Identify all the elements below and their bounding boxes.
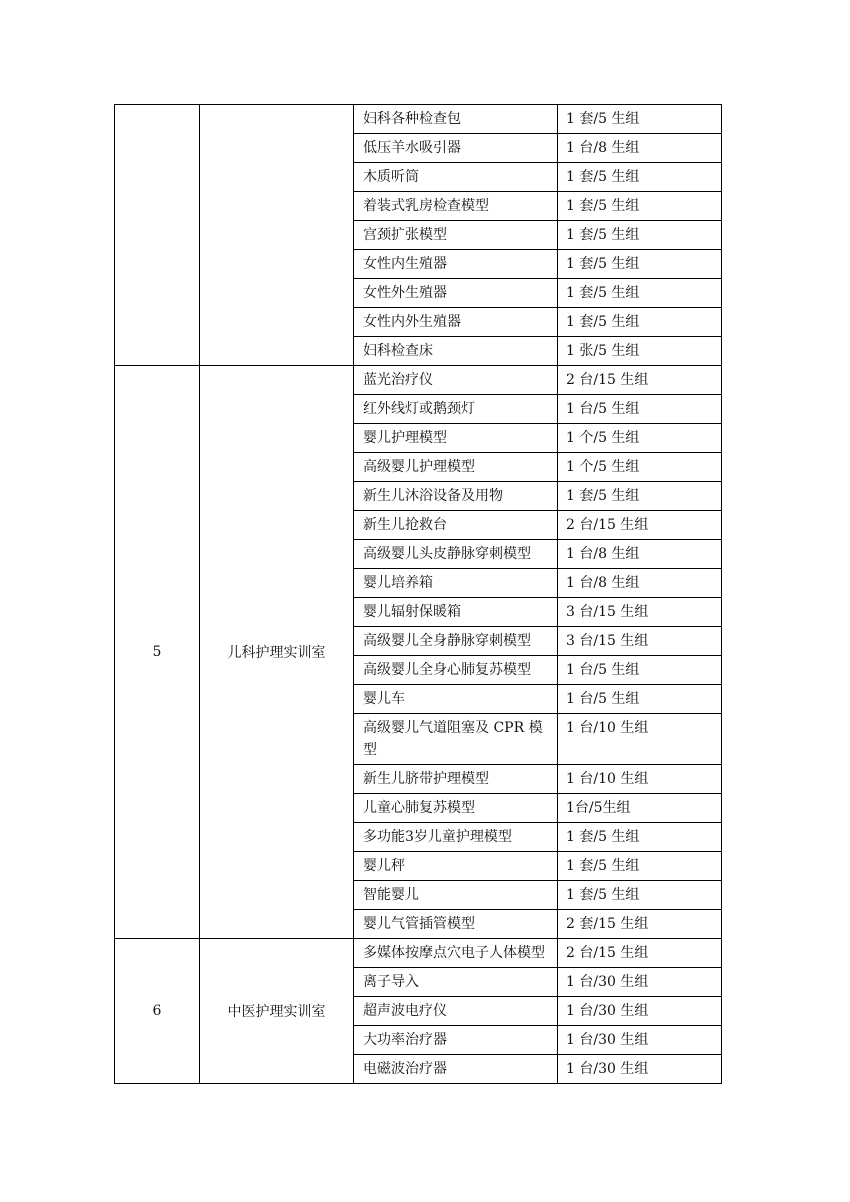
item-quantity-cell: 2 台/15 生组 (557, 939, 722, 967)
item-name-cell: 婴儿秤 (353, 852, 557, 880)
item-quantity-cell: 1 台/30 生组 (557, 1055, 722, 1083)
table-group (114, 104, 722, 366)
item-name-cell: 离子导入 (353, 968, 557, 996)
table-row (353, 968, 722, 997)
item-quantity-cell: 1 套/5 生组 (557, 279, 722, 307)
item-name-cell: 红外线灯或鹅颈灯 (353, 395, 557, 423)
item-quantity-cell: 1 台/8 生组 (557, 569, 722, 597)
item-name-cell: 女性内生殖器 (353, 250, 557, 278)
table-row (353, 627, 722, 656)
item-name-cell: 婴儿气管插管模型 (353, 910, 557, 938)
item-name-cell: 多功能3岁儿童护理模型 (353, 823, 557, 851)
table-row (353, 366, 722, 395)
item-quantity-cell: 1 台/30 生组 (557, 968, 722, 996)
item-quantity-cell: 1 套/5 生组 (557, 852, 722, 880)
item-list (353, 939, 722, 1084)
item-quantity-cell: 1 套/5 生组 (557, 881, 722, 909)
item-name-cell: 电磁波治疗器 (353, 1055, 557, 1083)
table-row (353, 511, 722, 540)
item-name-cell: 新生儿脐带护理模型 (353, 765, 557, 793)
item-name-cell: 儿童心肺复苏模型 (353, 794, 557, 822)
table-row (353, 337, 722, 366)
table-row (353, 134, 722, 163)
item-quantity-cell: 2 台/15 生组 (557, 366, 722, 394)
table-row (353, 881, 722, 910)
table-group (114, 366, 722, 939)
item-name-cell: 新生儿沐浴设备及用物 (353, 482, 557, 510)
table-row (353, 395, 722, 424)
item-name-cell: 高级婴儿气道阻塞及 CPR 模型 (353, 714, 557, 764)
group-room-cell (199, 104, 353, 366)
table-row (353, 765, 722, 794)
item-quantity-cell: 1 套/5 生组 (557, 192, 722, 220)
item-name-cell: 蓝光治疗仪 (353, 366, 557, 394)
item-quantity-cell: 1 台/10 生组 (557, 714, 722, 764)
table-row (353, 939, 722, 968)
item-list (353, 366, 722, 939)
table-row (353, 279, 722, 308)
table-row (353, 910, 722, 939)
group-number-cell: 6 (114, 939, 199, 1084)
item-quantity-cell: 1 个/5 生组 (557, 453, 722, 481)
table-row (353, 482, 722, 511)
item-name-cell: 高级婴儿头皮静脉穿刺模型 (353, 540, 557, 568)
table-row (353, 852, 722, 881)
item-name-cell: 妇科检查床 (353, 337, 557, 365)
table-row (353, 250, 722, 279)
item-quantity-cell: 1 套/5 生组 (557, 250, 722, 278)
item-name-cell: 多媒体按摩点穴电子人体模型 (353, 939, 557, 967)
item-name-cell: 高级婴儿护理模型 (353, 453, 557, 481)
table-row (353, 453, 722, 482)
table-row (353, 104, 722, 134)
item-quantity-cell: 3 台/15 生组 (557, 627, 722, 655)
table-row (353, 192, 722, 221)
item-quantity-cell: 3 台/15 生组 (557, 598, 722, 626)
item-quantity-cell: 2 套/15 生组 (557, 910, 722, 938)
item-quantity-cell: 1 台/5 生组 (557, 656, 722, 684)
item-quantity-cell: 1 台/30 生组 (557, 997, 722, 1025)
item-quantity-cell: 1 台/30 生组 (557, 1026, 722, 1054)
table-row (353, 308, 722, 337)
table-row (353, 540, 722, 569)
item-quantity-cell: 1 套/5 生组 (557, 482, 722, 510)
item-name-cell: 高级婴儿全身静脉穿刺模型 (353, 627, 557, 655)
group-room-cell: 中医护理实训室 (199, 939, 353, 1084)
item-name-cell: 超声波电疗仪 (353, 997, 557, 1025)
table-row (353, 794, 722, 823)
item-name-cell: 婴儿车 (353, 685, 557, 713)
item-quantity-cell: 1 套/5 生组 (557, 163, 722, 191)
item-name-cell: 大功率治疗器 (353, 1026, 557, 1054)
item-list (353, 104, 722, 366)
table-row (353, 823, 722, 852)
item-quantity-cell: 1 台/5 生组 (557, 685, 722, 713)
item-name-cell: 着装式乳房检查模型 (353, 192, 557, 220)
table-row (353, 685, 722, 714)
table-row (353, 656, 722, 685)
item-quantity-cell: 1 张/5 生组 (557, 337, 722, 365)
item-name-cell: 婴儿护理模型 (353, 424, 557, 452)
table-row (353, 1055, 722, 1084)
table-row (353, 221, 722, 250)
table-row (353, 598, 722, 627)
group-room-cell: 儿科护理实训室 (199, 366, 353, 939)
item-name-cell: 木质听筒 (353, 163, 557, 191)
group-number-cell: 5 (114, 366, 199, 939)
item-quantity-cell: 1 个/5 生组 (557, 424, 722, 452)
item-name-cell: 高级婴儿全身心肺复苏模型 (353, 656, 557, 684)
item-quantity-cell: 1 套/5 生组 (557, 308, 722, 336)
item-name-cell: 智能婴儿 (353, 881, 557, 909)
equipment-table (114, 104, 722, 1084)
item-quantity-cell: 1 台/10 生组 (557, 765, 722, 793)
item-name-cell: 新生儿抢救台 (353, 511, 557, 539)
table-row (353, 1026, 722, 1055)
item-name-cell: 婴儿培养箱 (353, 569, 557, 597)
item-name-cell: 低压羊水吸引器 (353, 134, 557, 162)
group-number-cell (114, 104, 199, 366)
item-name-cell: 宫颈扩张模型 (353, 221, 557, 249)
table-row (353, 569, 722, 598)
item-name-cell: 女性内外生殖器 (353, 308, 557, 336)
item-name-cell: 妇科各种检查包 (353, 105, 557, 133)
item-quantity-cell: 1 套/5 生组 (557, 823, 722, 851)
item-quantity-cell: 1 套/5 生组 (557, 221, 722, 249)
item-quantity-cell: 2 台/15 生组 (557, 511, 722, 539)
item-quantity-cell: 1 台/8 生组 (557, 540, 722, 568)
item-name-cell: 婴儿辐射保暖箱 (353, 598, 557, 626)
item-name-cell: 女性外生殖器 (353, 279, 557, 307)
table-row (353, 163, 722, 192)
item-quantity-cell: 1台/5生组 (557, 794, 722, 822)
item-quantity-cell: 1 台/8 生组 (557, 134, 722, 162)
item-quantity-cell: 1 台/5 生组 (557, 395, 722, 423)
table-group (114, 939, 722, 1084)
table-row (353, 997, 722, 1026)
item-quantity-cell: 1 套/5 生组 (557, 105, 722, 133)
table-row (353, 424, 722, 453)
table-row (353, 714, 722, 765)
